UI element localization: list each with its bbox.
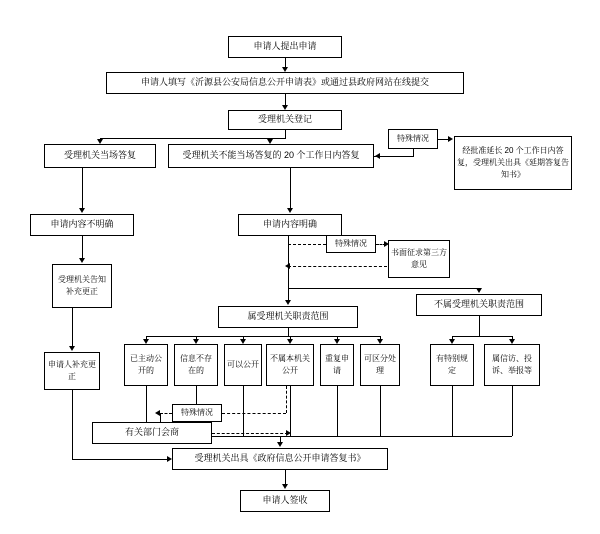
node-special-case-2	[326, 235, 376, 253]
connector-special3-right	[222, 413, 286, 414]
node-complaint	[484, 344, 540, 386]
node-partial	[360, 344, 400, 386]
node-extend-20days-label: 经批准延长 20 个工作日内答复，受理机关出具《延期答复告知书》	[457, 146, 569, 179]
arrowhead-reply20-clear	[287, 208, 293, 213]
connector-applicant-right	[72, 459, 167, 460]
node-applicant-supplement	[44, 352, 100, 390]
connector-special3-up	[286, 386, 287, 413]
node-reply-20days-label: 受理机关不能当场答复的 20 个工作日内答复	[182, 150, 360, 161]
connector-unclear-notify	[82, 236, 83, 258]
node-not-exist	[174, 344, 218, 386]
arrowhead-unclear-notify	[79, 258, 85, 263]
connector-special1-extend	[438, 139, 448, 140]
node-content-unclear-label: 申请内容不明确	[50, 219, 114, 230]
node-special-case-3-label: 特殊情况	[181, 408, 213, 417]
node-special-case-2-label: 特殊情况	[335, 239, 367, 248]
node-already-public-label: 已主动公开的	[130, 354, 162, 375]
node-complaint-label: 属信访、投诉、举报等	[492, 354, 532, 375]
connector-special3-dept	[160, 413, 172, 414]
node-special-rule-label: 有特别规定	[436, 354, 468, 375]
connector-outside-bus-v	[479, 316, 480, 336]
connector-notthis-down	[290, 386, 291, 436]
connector-notify-applicant	[72, 308, 73, 346]
node-third-party	[388, 240, 450, 278]
connector-clear-outside-h	[288, 288, 479, 289]
connector-onsite-down-main	[82, 168, 83, 188]
connector-complaint-down	[512, 386, 513, 436]
node-dept-consult	[92, 422, 212, 444]
connector-bus-horizontal	[100, 138, 286, 139]
node-notify-supplement	[52, 264, 112, 308]
connector-canpublic-down	[243, 386, 244, 436]
node-within-scope	[218, 306, 358, 328]
node-special-case-1-label: 特殊情况	[397, 134, 429, 143]
node-can-public-label: 可以公开	[227, 360, 259, 369]
arrowhead-onsite-unclear	[79, 208, 85, 213]
node-applicant-supplement-label: 申请人补充更正	[48, 360, 96, 381]
node-content-clear	[238, 214, 342, 236]
node-register	[228, 110, 342, 130]
node-reply-20days	[168, 144, 374, 168]
connector-apply-fillform	[285, 58, 286, 67]
node-extend-20days	[454, 136, 572, 190]
node-content-clear-label: 申请内容明确	[262, 219, 317, 230]
connector-within-bus-h	[146, 336, 380, 337]
node-notify-supplement-label: 受理机关告知补充更正	[58, 275, 106, 296]
connector-specialrule-down	[452, 386, 453, 436]
connector-special1-down	[413, 149, 414, 156]
connector-unclear-down	[82, 188, 83, 208]
connector-special1-bridge	[380, 156, 414, 157]
connector-reply20-clear	[290, 168, 291, 208]
node-within-scope-label: 属受理机关职责范围	[247, 311, 329, 322]
arrowhead-bottom-issue	[277, 442, 283, 447]
node-fill-form	[106, 72, 464, 94]
arrowhead-clear-within	[285, 300, 291, 305]
arrowhead-clear-outside	[476, 288, 482, 293]
node-content-unclear	[30, 214, 134, 236]
arrowhead-issue-sign	[282, 484, 288, 489]
arrowhead-notify-applicant	[69, 346, 75, 351]
node-not-this-agency	[266, 344, 314, 386]
node-third-party-label: 书面征求第三方意见	[391, 247, 447, 269]
connector-issue-sign	[285, 470, 286, 484]
node-partial-label: 可区分处理	[364, 354, 396, 375]
node-onsite-reply-label: 受理机关当场答复	[63, 150, 136, 161]
node-not-exist-label: 信息不存在的	[180, 354, 212, 375]
arrowhead-special3-dept	[155, 410, 160, 416]
connector-outside-bus-h	[452, 336, 512, 337]
connector-dept-issue	[212, 433, 288, 434]
node-apply-label: 申请人提出申请	[253, 41, 317, 52]
node-special-case-3	[172, 404, 222, 422]
node-special-rule	[430, 344, 474, 386]
node-sign-receipt-label: 申请人签收	[262, 495, 308, 506]
node-duplicate	[320, 344, 354, 386]
node-special-case-1	[388, 129, 438, 149]
arrowhead-special1-extend	[448, 136, 453, 142]
connector-within-bus-v	[288, 328, 289, 336]
node-already-public	[124, 344, 168, 386]
node-can-public	[224, 344, 262, 386]
node-issue-reply	[172, 448, 388, 470]
arrowhead-third-back	[285, 263, 290, 269]
node-dept-consult-label: 有关部门会商	[124, 427, 179, 438]
arrowhead-special1-reply20	[375, 153, 380, 159]
arrowhead-dept-issue	[286, 430, 291, 436]
connector-fillform-register	[285, 94, 286, 105]
node-duplicate-label: 重复申请	[325, 354, 349, 375]
node-outside-scope	[416, 294, 542, 316]
node-fill-form-label: 申请人填写《沂源县公安局信息公开申请表》或通过县政府网站在线提交	[140, 77, 429, 88]
connector-clear-special2	[288, 244, 326, 245]
connector-duplicate-down	[337, 386, 338, 436]
node-apply	[228, 36, 342, 58]
node-issue-reply-label: 受理机关出具《政府信息公开申请答复书》	[194, 453, 366, 464]
node-outside-scope-label: 不属受理机关职责范围	[433, 299, 524, 310]
connector-special3-anchor	[160, 413, 161, 422]
connector-partial-down	[380, 386, 381, 436]
node-register-label: 受理机关登记	[257, 114, 312, 125]
node-onsite-reply	[44, 144, 156, 168]
connector-register-bus	[285, 130, 286, 138]
node-sign-receipt	[240, 490, 330, 512]
connector-applicant-down	[72, 390, 73, 459]
node-not-this-agency-label: 不属本机关公开	[270, 354, 310, 375]
connector-third-back	[288, 266, 387, 267]
